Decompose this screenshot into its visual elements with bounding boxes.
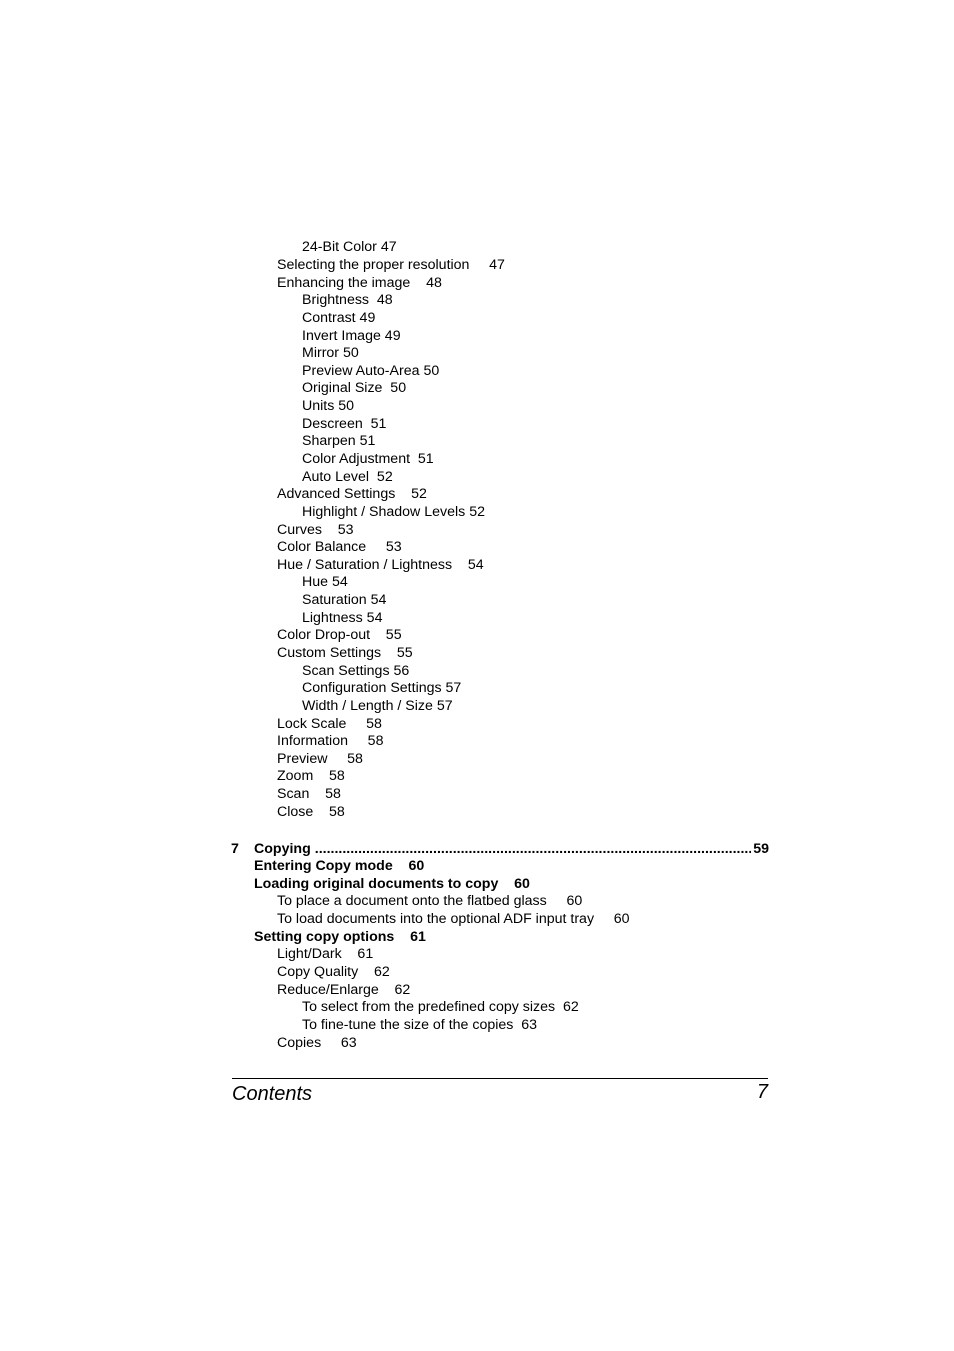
toc-entry-color-adjustment: Color Adjustment 51: [302, 451, 434, 467]
toc-entry-preview: Preview 58: [277, 751, 363, 767]
toc-entry-enhancing-image: Enhancing the image 48: [277, 275, 442, 291]
toc-entry-color-drop-out: Color Drop-out 55: [277, 627, 402, 643]
toc-entry-copies: Copies 63: [277, 1035, 357, 1051]
toc-entry-predefined-sizes: To select from the predefined copy sizes 62: [302, 999, 579, 1015]
toc-entry-configuration-settings: Configuration Settings 57: [302, 680, 462, 696]
toc-entry-close: Close 58: [277, 804, 345, 820]
toc-entry-saturation: Saturation 54: [302, 592, 387, 608]
toc-entry-custom-settings: Custom Settings 55: [277, 645, 413, 661]
toc-entry-24bit-color: 24-Bit Color 47: [302, 239, 397, 255]
toc-entry-preview-auto-area: Preview Auto-Area 50: [302, 363, 440, 379]
chapter-number: 7: [231, 841, 239, 857]
toc-entry-place-flatbed: To place a document onto the flatbed glass 60: [277, 893, 583, 909]
toc-entry-color-balance: Color Balance 53: [277, 539, 402, 555]
toc-entry-hue: Hue 54: [302, 574, 348, 590]
toc-entry-highlight-shadow: Highlight / Shadow Levels 52: [302, 504, 485, 520]
toc-entry-fine-tune-size: To fine-tune the size of the copies 63: [302, 1017, 538, 1033]
toc-entry-reduce-enlarge: Reduce/Enlarge 62: [277, 982, 411, 998]
toc-entry-mirror: Mirror 50: [302, 345, 359, 361]
toc-entry-invert-image: Invert Image 49: [302, 328, 401, 344]
footer-title: Contents: [232, 1083, 313, 1105]
toc-entry-descreen: Descreen 51: [302, 416, 387, 432]
toc-entry-scan-settings: Scan Settings 56: [302, 663, 410, 679]
footer-rule: [232, 1078, 768, 1079]
toc-section-loading-originals: Loading original documents to copy 60: [254, 876, 530, 892]
toc-entry-zoom: Zoom 58: [277, 768, 345, 784]
toc-entry-copy-quality: Copy Quality 62: [277, 964, 390, 980]
toc-entry-curves: Curves 53: [277, 522, 354, 538]
toc-entry-selecting-resolution: Selecting the proper resolution 47: [277, 257, 505, 273]
toc-section-setting-copy-options: Setting copy options 61: [254, 929, 426, 945]
toc-entry-sharpen: Sharpen 51: [302, 433, 376, 449]
toc-section-entering-copy-mode: Entering Copy mode 60: [254, 858, 425, 874]
toc-entry-hue-saturation-lightness: Hue / Saturation / Lightness 54: [277, 557, 484, 573]
toc-entry-scan: Scan 58: [277, 786, 341, 802]
toc-entry-brightness: Brightness 48: [302, 292, 393, 308]
toc-entry-information: Information 58: [277, 733, 384, 749]
dot-leader: [315, 840, 751, 858]
toc-chapter-copying: [231, 840, 769, 858]
toc-entry-contrast: Contrast 49: [302, 310, 376, 326]
chapter-title: Copying: [254, 841, 311, 857]
toc-entry-auto-level: Auto Level 52: [302, 469, 393, 485]
toc-entry-units: Units 50: [302, 398, 355, 414]
toc-entry-light-dark: Light/Dark 61: [277, 946, 374, 962]
toc-entry-width-length-size: Width / Length / Size 57: [302, 698, 453, 714]
footer-page-number: 7: [756, 1081, 768, 1103]
toc-entry-advanced-settings: Advanced Settings 52: [277, 486, 427, 502]
chapter-page: 59: [753, 841, 769, 857]
toc-entry-lock-scale: Lock Scale 58: [277, 716, 382, 732]
toc-entry-lightness: Lightness 54: [302, 610, 383, 626]
toc-entry-original-size: Original Size 50: [302, 380, 407, 396]
toc-entry-load-adf: To load documents into the optional ADF input tray 60: [277, 911, 630, 927]
